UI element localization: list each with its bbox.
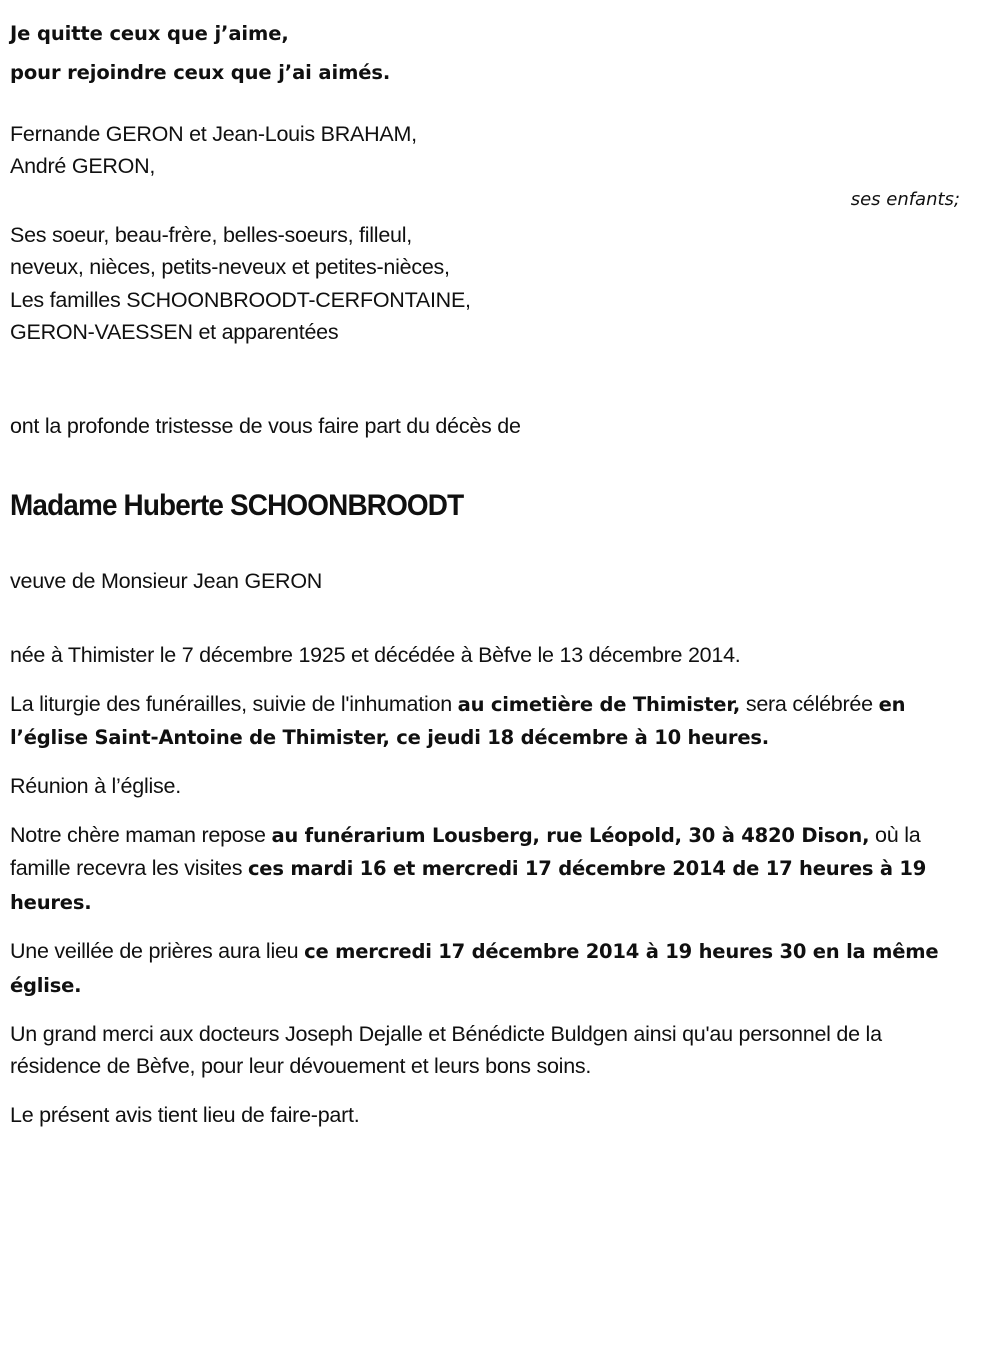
liturgy-church-bold: en l’église Saint-Antoine de Thimister, ce jeudi 18 décembre à 10 heures. xyxy=(10,692,906,750)
family-line-3: Les familles SCHOONBROODT-CERFONTAINE, xyxy=(10,287,471,312)
epigraph-line-2: pour rejoindre ceux que j’ai aimés. xyxy=(10,61,391,84)
visitation-text-part-1: Notre chère maman repose xyxy=(10,822,272,847)
liturgy-text-part-2: sera célébrée xyxy=(740,691,879,716)
liturgy-text-part-1: La liturgie des funérailles, suivie de l'inhumation xyxy=(10,691,458,716)
vigil-text-part-1: Une veillée de prières aura lieu xyxy=(10,939,305,964)
meeting-text: Réunion à l’église. xyxy=(10,774,181,799)
children-block xyxy=(10,118,966,183)
vigil-datetime-bold: ce mercredi 17 décembre 2014 à 19 heures 30 en la même église. xyxy=(10,940,939,997)
visitation-text-part-2: où la famille recevra les visites xyxy=(10,822,921,881)
birth-death-text: née à Thimister le 7 décembre 1925 et décédée à Bèfve le 13 décembre 2014. xyxy=(10,643,741,668)
visitation-paragraph xyxy=(10,819,966,919)
closing-paragraph: Le présent avis tient lieu de faire-part. xyxy=(10,1102,360,1127)
widow-of-text: veuve de Monsieur Jean GERON xyxy=(10,568,323,593)
children-line-2: André GERON, xyxy=(10,154,156,179)
vigil-paragraph xyxy=(10,935,966,1002)
funeral-liturgy-paragraph xyxy=(10,688,966,755)
epigraph-line-1: Je quitte ceux que j’aime, xyxy=(10,22,289,45)
visitation-hours-bold: ces mardi 16 et mercredi 17 décembre 2014 de 17 heures à 19 heures. xyxy=(10,857,927,914)
thanks-paragraph: Un grand merci aux docteurs Joseph Dejalle et Bénédicte Buldgen ainsi qu'au personnel de la résidence de Bèfve, pour leur dévouement et leurs bons soins. xyxy=(10,1021,882,1079)
family-block xyxy=(10,219,966,349)
announcement-text: ont la profonde tristesse de vous faire part du décès de xyxy=(10,414,521,439)
family-line-1: Ses soeur, beau-frère, belles-soeurs, filleul, xyxy=(10,222,412,247)
epigraph xyxy=(10,14,966,92)
children-relation-label: ses enfants; xyxy=(850,188,960,210)
deceased-name: Madame Huberte SCHOONBROODT xyxy=(10,488,464,522)
family-line-4: GERON-VAESSEN et apparentées xyxy=(10,320,339,345)
liturgy-cemetery-bold: au cimetière de Thimister, xyxy=(457,692,741,716)
family-line-2: neveux, nièces, petits-neveux et petites-nièces, xyxy=(10,255,450,280)
visitation-address-bold: au funérarium Lousberg, rue Léopold, 30 à 4820 Dison, xyxy=(271,823,870,847)
children-line-1: Fernande GERON et Jean-Louis BRAHAM, xyxy=(10,122,417,146)
